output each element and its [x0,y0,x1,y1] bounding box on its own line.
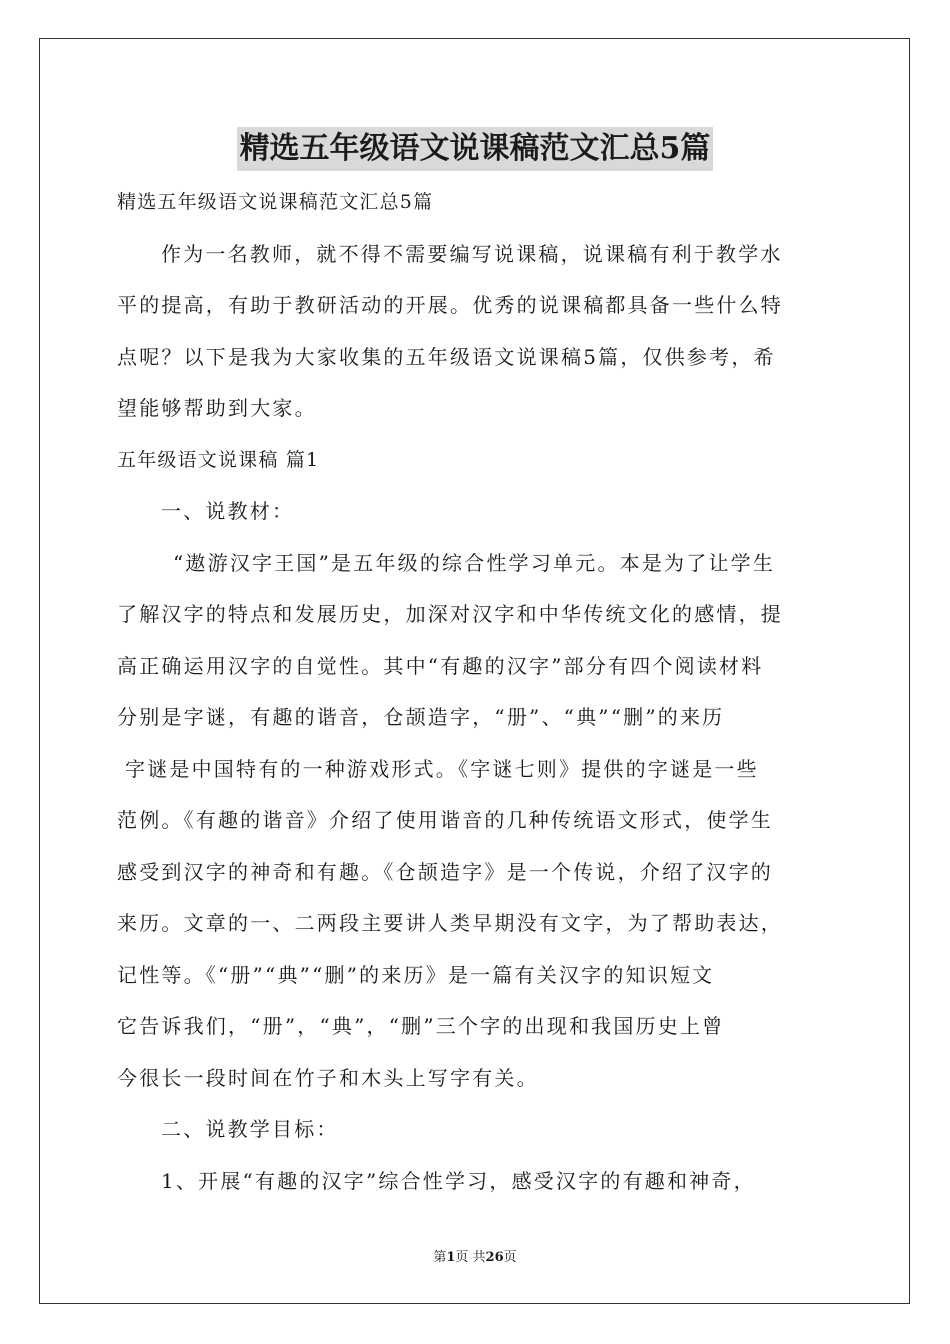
paragraph-line: 字谜是中国特有的一种游戏形式。《字谜七则》提供的字谜是一些 [125,756,759,781]
paragraph-line: 分别是字谜，有趣的谐音，仓颉造字，“册”、“典”“删”的来历 [117,705,725,729]
footer-mid: 页 共 [455,1250,486,1265]
title-wrap [0,127,950,171]
paragraph-line: 高正确运用汉字的自觉性。其中“有趣的汉字”部分有四个阅读材料 [117,653,764,678]
section-heading: 五年级语文说课稿 篇1 [117,448,320,471]
paragraph-line: 来历。文章的一、二两段主要讲人类早期没有文字，为了帮助表达， [117,911,783,935]
document-body [117,177,833,1207]
paragraph-line: 点呢？以下是我为大家收集的五年级语文说课稿5篇，仅供参考，希 [117,344,776,369]
paragraph-line: 1、开展“有趣的汉字”综合性学习，感受汉字的有趣和神奇， [161,1168,756,1193]
footer-prefix: 第 [433,1250,447,1265]
paragraph-line: 感受到汉字的神奇和有趣。《仓颉造字》是一个传说，介绍了汉字的 [117,859,773,884]
document-title: 精选五年级语文说课稿范文汇总5篇 [237,127,714,171]
subtitle-line: 精选五年级语文说课稿范文汇总5篇 [117,191,434,213]
paragraph-line: 平的提高，有助于教研活动的开展。优秀的说课稿都具备一些什么特 [117,293,783,317]
subsection-heading: 二、说教学目标： [161,1117,339,1141]
footer-page-number: 1 [446,1250,456,1265]
paragraph-line: 范例。《有趣的谐音》介绍了使用谐音的几种传统语文形式，使学生 [117,808,773,832]
footer-suffix: 页 [503,1250,517,1265]
page-footer [0,1246,950,1265]
paragraph-line: 它告诉我们，“册”，“典”，“删”三个字的出现和我国历史上曾 [117,1014,725,1038]
subsection-heading: 一、说教材： [161,499,295,523]
paragraph-line: 记性等。《“册”“典”“删”的来历》是一篇有关汉字的知识短文 [117,962,715,987]
paragraph-line: “遨游汉字王国”是五年级的综合性学习单元。本是为了让学生 [173,550,776,575]
paragraph-line: 作为一名教师，就不得不需要编写说课稿，说课稿有利于教学水 [161,241,783,266]
paragraph-line: 了解汉字的特点和发展历史，加深对汉字和中华传统文化的感情，提 [117,602,783,626]
paragraph-line: 望能够帮助到大家。 [117,396,317,420]
footer-total-pages: 26 [485,1250,504,1265]
paragraph-line: 今很长一段时间在竹子和木头上写字有关。 [117,1065,539,1090]
